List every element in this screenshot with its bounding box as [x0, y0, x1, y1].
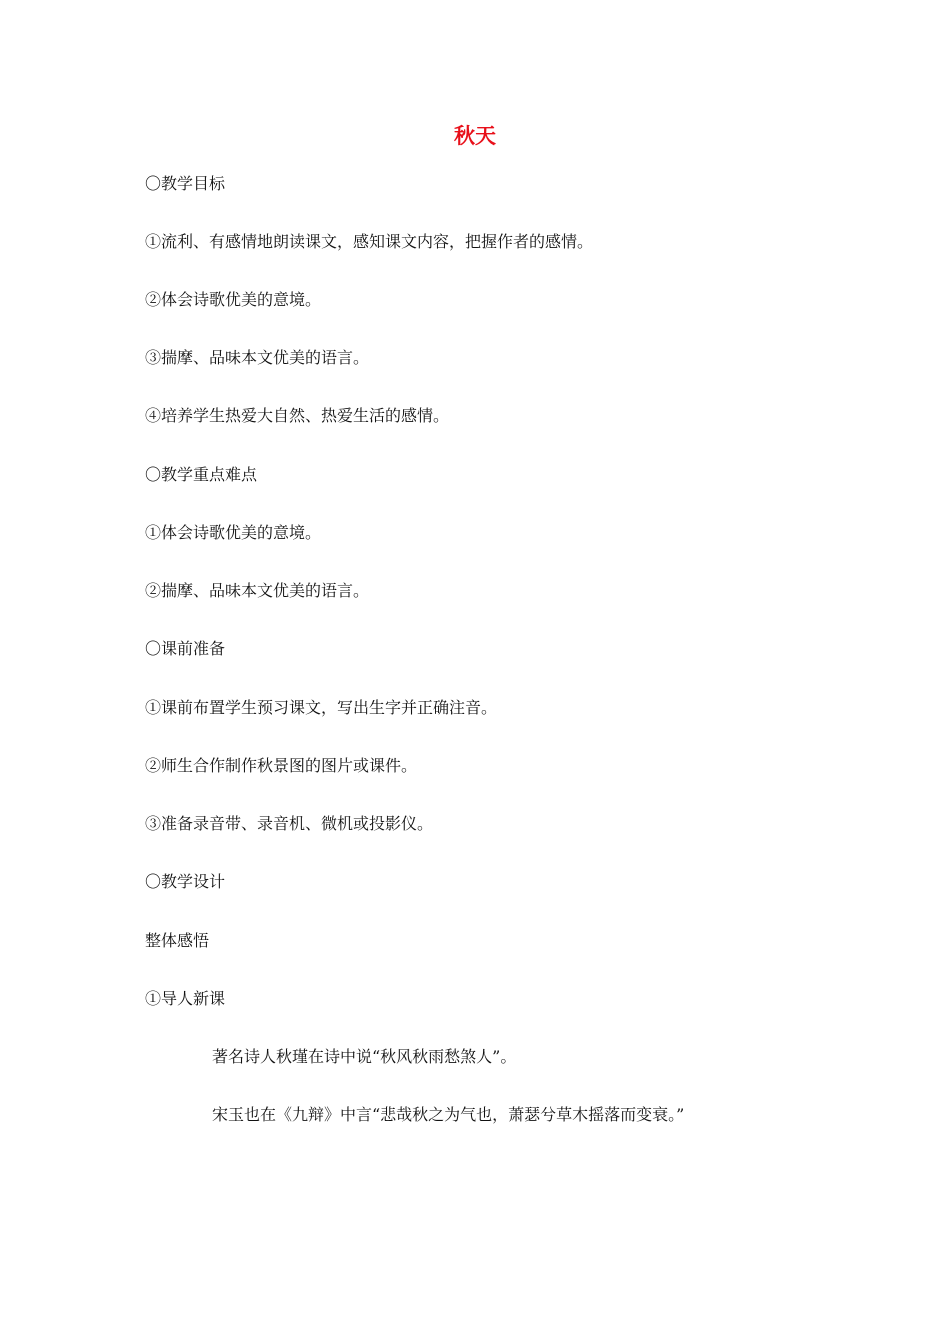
paragraph: ②师生合作制作秋景图的图片或课件。	[145, 756, 418, 775]
document-title: 秋天	[454, 124, 496, 148]
paragraph: ①流利、有感情地朗读课文，感知课文内容，把握作者的感情。	[145, 232, 594, 251]
paragraph: ③准备录音带、录音机、微机或投影仪。	[145, 814, 434, 833]
indented-paragraph: 宋玉也在《九辩》中言“悲哉秋之为气也，萧瑟兮草木摇落而变衰。”	[212, 1105, 685, 1124]
section-heading-teaching-goals: 〇教学目标	[145, 174, 226, 193]
section-heading-preparation: 〇课前准备	[145, 639, 226, 658]
indented-paragraph: 著名诗人秋瑾在诗中说“秋风秋雨愁煞人”。	[212, 1047, 517, 1066]
section-heading-teaching-design: 〇教学设计	[145, 872, 226, 891]
paragraph: ③揣摩、品味本文优美的语言。	[145, 348, 370, 367]
paragraph: ②揣摩、品味本文优美的语言。	[145, 581, 370, 600]
paragraph: ①体会诗歌优美的意境。	[145, 523, 322, 542]
section-heading-key-points: 〇教学重点难点	[145, 465, 258, 484]
paragraph: ①导人新课	[145, 989, 226, 1008]
paragraph: ①课前布置学生预习课文，写出生字并正确注音。	[145, 698, 498, 717]
paragraph: ②体会诗歌优美的意境。	[145, 290, 322, 309]
subheading: 整体感悟	[145, 931, 210, 950]
paragraph: ④培养学生热爱大自然、热爱生活的感情。	[145, 406, 450, 425]
